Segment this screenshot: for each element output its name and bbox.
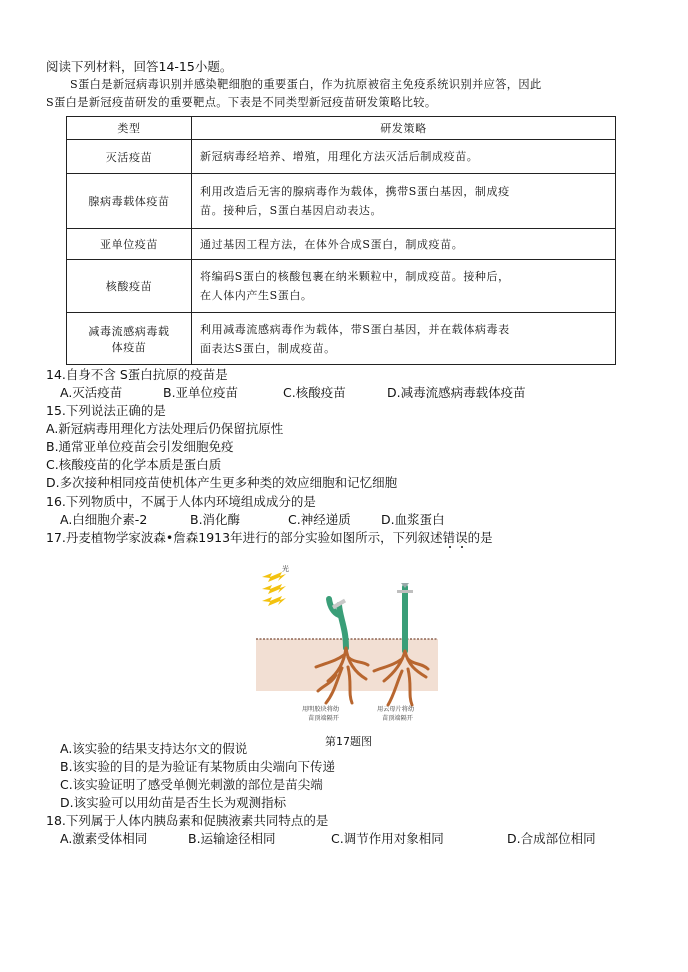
light-arrows-icon xyxy=(262,572,286,606)
q17-option-d: D.该实验可以用幼苗是否生长为观测指标 xyxy=(60,795,287,810)
q15-option-b: B.通常亚单位疫苗会引发细胞免疫 xyxy=(46,439,234,454)
table-cell-strategy: 将编码S蛋白的核酸包裹在纳米颗粒中，制成疫苗。接种后， 在人体内产生S蛋白。 xyxy=(192,260,616,313)
q15-option-d: D.多次接种相同疫苗使机体产生更多种类的效应细胞和记忆细胞 xyxy=(46,475,398,490)
q14-option-d: D.减毒流感病毒载体疫苗 xyxy=(387,385,526,400)
table-cell-strategy: 新冠病毒经培养、增殖，用理化方法灭活后制成疫苗。 xyxy=(192,140,616,174)
q18-option-b: B.运输途径相同 xyxy=(188,831,276,846)
intro-line: 阅读下列材料，回答14-15小题。 xyxy=(46,59,233,74)
table-cell-type: 减毒流感病毒载 体疫苗 xyxy=(67,313,192,365)
right-caption-line-2: 苗顶端隔开 xyxy=(382,715,413,722)
question-14-stem: 14.自身不含 S蛋白抗原的疫苗是 xyxy=(46,367,228,382)
light-label: 光 xyxy=(282,565,289,573)
q18-option-c: C.调节作用对象相同 xyxy=(331,831,444,846)
table-cell-type: 灭活疫苗 xyxy=(67,140,192,174)
table-header-strategy: 研发策略 xyxy=(192,117,616,140)
table-cell-type: 亚单位疫苗 xyxy=(67,229,192,260)
q17-option-b: B.该实验的目的是为验证有某物质由尖端向下传递 xyxy=(60,759,336,774)
q14-option-c: C.核酸疫苗 xyxy=(283,385,346,400)
question-16-stem: 16.下列物质中，不属于人体内环境组成成分的是 xyxy=(46,494,316,509)
right-caption-line-1: 用云母片将幼 xyxy=(377,706,415,713)
experiment-figure xyxy=(256,563,438,745)
q16-option-d: D.血浆蛋白 xyxy=(381,512,445,527)
q15-option-c: C.核酸疫苗的化学本质是蛋白质 xyxy=(46,457,222,472)
question-17-stem: 17.丹麦植物学家波森•詹森1913年进行的部分实验如图所示，下列叙述错误的是 xyxy=(46,530,493,545)
q18-option-d: D.合成部位相同 xyxy=(507,831,596,846)
figure-caption: 第17题图 xyxy=(325,735,372,748)
q14-option-b: B.亚单位疫苗 xyxy=(163,385,239,400)
table-row xyxy=(67,174,616,229)
q15-option-a: A.新冠病毒用理化方法处理后仍保留抗原性 xyxy=(46,421,284,436)
mica-sheet-icon xyxy=(397,590,413,593)
table-cell-strategy: 利用改造后无害的腺病毒作为载体，携带S蛋白基因，制成疫 苗。接种后，S蛋白基因启动表达。 xyxy=(192,174,616,229)
table-cell-strategy: 利用减毒流感病毒作为载体，带S蛋白基因，并在载体病毒表 面表达S蛋白，制成疫苗。 xyxy=(192,313,616,365)
left-caption-line-2: 苗顶端隔开 xyxy=(308,715,339,722)
q17-option-a: A.该实验的结果支持达尔文的假说 xyxy=(60,741,248,756)
passage-line-1: S蛋白是新冠病毒识别并感染靶细胞的重要蛋白，作为抗原被宿主免疫系统识别并应答，因此 xyxy=(70,78,542,91)
q16-option-a: A.白细胞介素-2 xyxy=(60,512,148,527)
table-cell-strategy: 通过基因工程方法，在体外合成S蛋白，制成疫苗。 xyxy=(192,229,616,260)
q14-option-a: A.灭活疫苗 xyxy=(60,385,123,400)
q18-option-a: A.激素受体相同 xyxy=(60,831,148,846)
passage-line-2: S蛋白是新冠疫苗研发的重要靶点。下表是不同类型新冠疫苗研发策略比较。 xyxy=(46,96,437,109)
q17-option-c: C.该实验证明了感受单侧光刺激的部位是苗尖端 xyxy=(60,777,323,792)
question-18-stem: 18.下列属于人体内胰岛素和促胰液素共同特点的是 xyxy=(46,813,329,828)
table-row xyxy=(67,260,616,313)
q16-option-b: B.消化酶 xyxy=(190,512,241,527)
table-row xyxy=(67,229,616,260)
q16-option-c: C.神经递质 xyxy=(288,512,351,527)
table-header-type: 类型 xyxy=(67,117,192,140)
table-cell-type: 腺病毒载体疫苗 xyxy=(67,174,192,229)
table-row xyxy=(67,313,616,365)
table-cell-type: 核酸疫苗 xyxy=(67,260,192,313)
left-caption-line-1: 用明胶块将幼 xyxy=(302,706,340,713)
vaccine-table xyxy=(66,116,616,365)
table-row xyxy=(67,140,616,174)
question-15-stem: 15.下列说法正确的是 xyxy=(46,403,166,418)
